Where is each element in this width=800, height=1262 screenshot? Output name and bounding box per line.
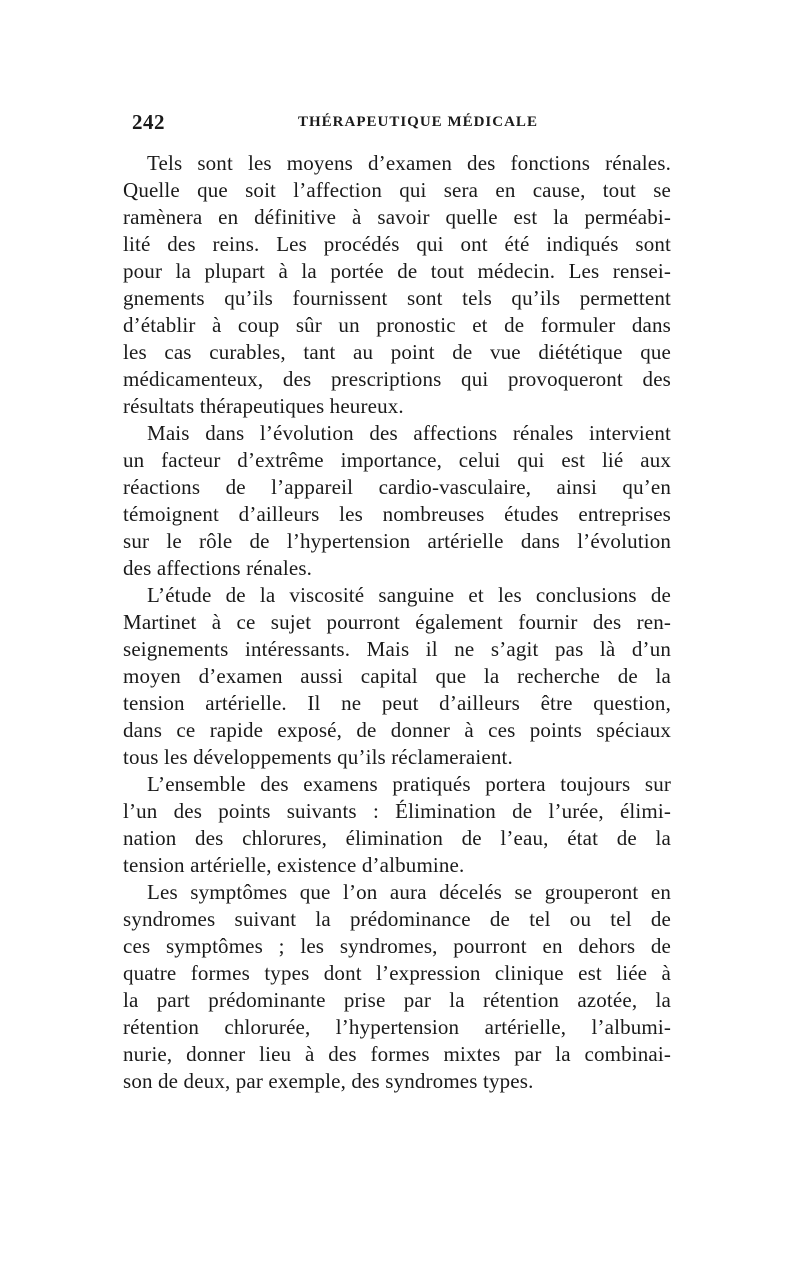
text-line: rétention chlorurée, l’hypertension artérielle, l’albumi-: [123, 1015, 671, 1039]
text-line: gnements qu’ils fournissent sont tels qu’ils permettent: [123, 286, 671, 310]
text-line: d’établir à coup sûr un pronostic et de formuler dans: [123, 313, 671, 337]
text-line: L’étude de la viscosité sanguine et les conclusions de: [147, 583, 671, 607]
paragraph: [123, 582, 671, 771]
text-line: sur le rôle de l’hypertension artérielle dans l’évolution: [123, 529, 671, 553]
text-line: lité des reins. Les procédés qui ont été indiqués sont: [123, 232, 671, 256]
running-title: THÉRAPEUTIQUE MÉDICALE: [298, 114, 538, 130]
text-line: L’ensemble des examens pratiqués portera toujours sur: [147, 772, 671, 796]
text-line: un facteur d’extrême importance, celui qui est lié aux: [123, 448, 671, 472]
running-head: [132, 110, 672, 140]
text-line: témoignent d’ailleurs les nombreuses études entreprises: [123, 502, 671, 526]
text-line: nation des chlorures, élimination de l’eau, état de la: [123, 826, 671, 850]
text-line: résultats thérapeutiques heureux.: [123, 394, 404, 418]
text-line: quatre formes types dont l’expression clinique est liée à: [123, 961, 671, 985]
text-line: tension artérielle. Il ne peut d’ailleurs être question,: [123, 691, 671, 715]
text-line: tous les développements qu’ils réclameraient.: [123, 745, 513, 769]
paragraph: [123, 420, 671, 582]
page-number: 242: [132, 110, 165, 134]
text-line: ramènera en définitive à savoir quelle est la perméabi-: [123, 205, 671, 229]
text-line: l’un des points suivants : Élimination de l’urée, élimi-: [123, 799, 671, 823]
text-line: Les symptômes que l’on aura décelés se grouperont en: [147, 880, 671, 904]
text-line: dans ce rapide exposé, de donner à ces points spéciaux: [123, 718, 671, 742]
text-line: moyen d’examen aussi capital que la recherche de la: [123, 664, 671, 688]
text-line: des affections rénales.: [123, 556, 313, 580]
text-line: ces symptômes ; les syndromes, pourront en dehors de: [123, 934, 671, 958]
text-line: pour la plupart à la portée de tout médecin. Les rensei-: [123, 259, 671, 283]
text-line: médicamenteux, des prescriptions qui provoqueront des: [123, 367, 671, 391]
text-line: Tels sont les moyens d’examen des fonctions rénales.: [147, 151, 671, 175]
text-line: seignements intéressants. Mais il ne s’agit pas là d’un: [123, 637, 671, 661]
paragraph: [123, 150, 671, 420]
text-line: Mais dans l’évolution des affections rénales intervient: [147, 421, 671, 445]
text-line: Quelle que soit l’affection qui sera en cause, tout se: [123, 178, 671, 202]
text-line: les cas curables, tant au point de vue diététique que: [123, 340, 671, 364]
paragraph: [123, 771, 671, 879]
text-line: réactions de l’appareil cardio-vasculaire, ainsi qu’en: [123, 475, 671, 499]
text-line: nurie, donner lieu à des formes mixtes par la combinai-: [123, 1042, 671, 1066]
text-line: son de deux, par exemple, des syndromes types.: [123, 1069, 534, 1093]
text-line: la part prédominante prise par la rétention azotée, la: [123, 988, 671, 1012]
text-line: syndromes suivant la prédominance de tel ou tel de: [123, 907, 671, 931]
text-line: Martinet à ce sujet pourront également fournir des ren-: [123, 610, 671, 634]
body-text: [123, 150, 671, 1095]
paragraph: [123, 879, 671, 1095]
text-line: tension artérielle, existence d’albumine.: [123, 853, 465, 877]
